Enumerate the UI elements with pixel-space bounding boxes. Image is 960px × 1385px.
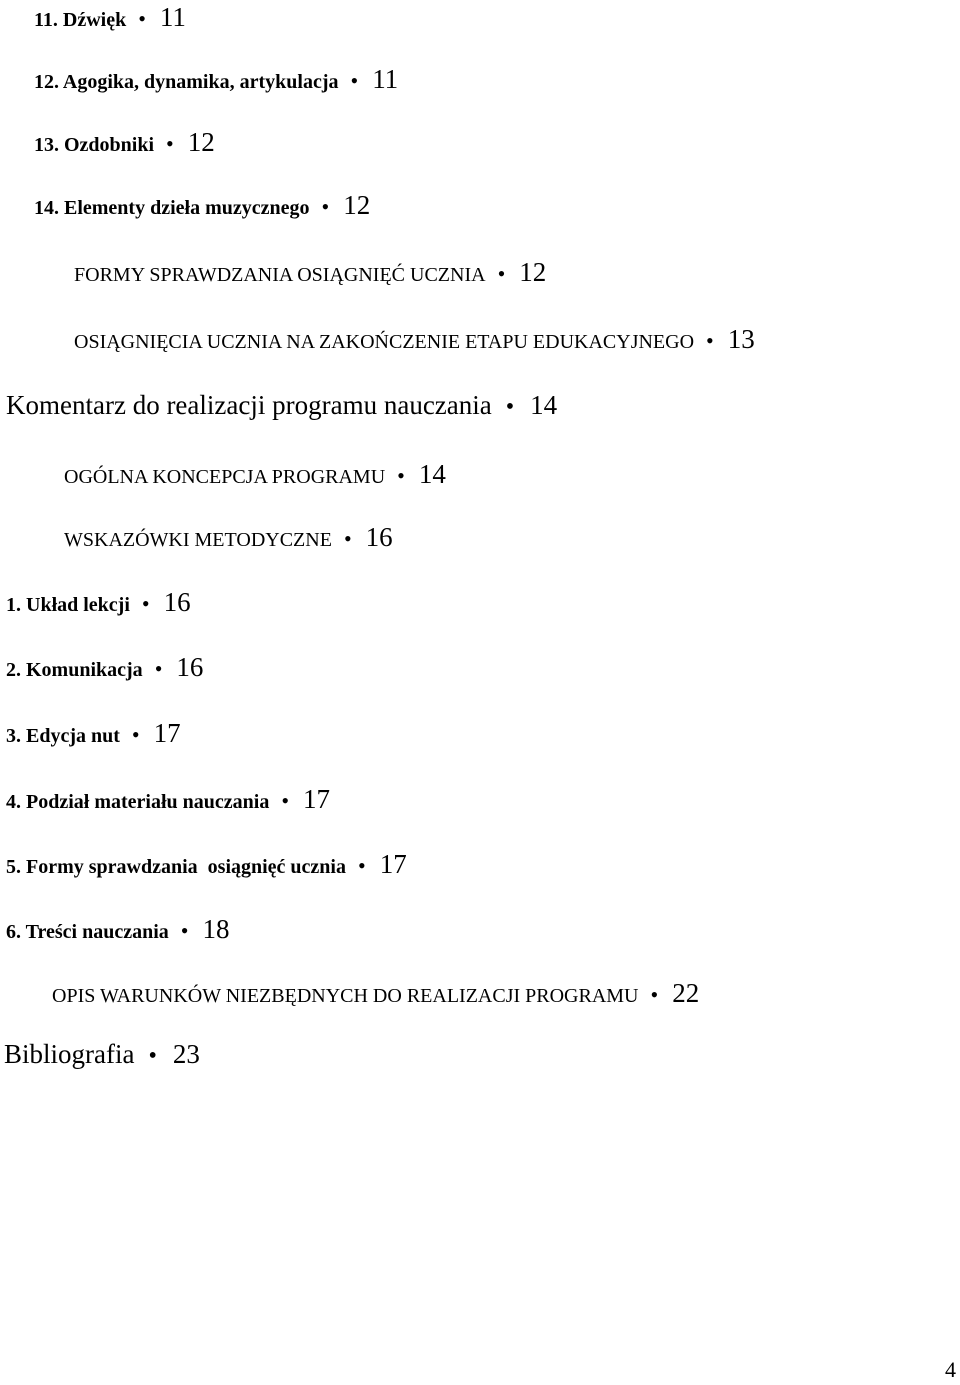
- toc-entry-page: 16: [176, 652, 204, 682]
- toc-entry-label: 3. Edycja nut: [6, 725, 120, 747]
- toc-entry: [6, 390, 557, 421]
- toc-bullet: •: [154, 656, 163, 681]
- toc-entry: [64, 459, 446, 490]
- toc-entry: [74, 257, 546, 288]
- toc-bullet: •: [141, 591, 150, 616]
- toc-entry-label: FORMY SPRAWDZANIA OSIĄGNIĘĆ UCZNIA: [74, 264, 486, 286]
- toc-entry: [64, 522, 393, 553]
- toc-entry: [34, 127, 215, 158]
- toc-entry-page: 14: [530, 390, 558, 420]
- toc-entry-page: 23: [172, 1039, 200, 1069]
- toc-entry: [6, 587, 191, 618]
- toc-entry-label: OGÓLNA KONCEPCJA PROGRAMU: [64, 466, 386, 488]
- toc-bullet: •: [343, 526, 352, 551]
- toc-entry: [6, 914, 230, 945]
- toc-entry-page: 22: [672, 978, 700, 1008]
- toc-bullet: •: [358, 853, 366, 878]
- toc-entry-page: 18: [202, 914, 230, 944]
- toc-bullet: •: [497, 261, 506, 286]
- toc-entry-page: 12: [187, 127, 215, 157]
- toc-entry-label: 11. Dźwięk: [34, 9, 127, 31]
- toc-bullet: •: [505, 394, 515, 420]
- toc-bullet: •: [350, 68, 359, 93]
- toc-entry: [52, 978, 699, 1009]
- toc-entry-page: 14: [418, 459, 446, 489]
- toc-entry-label: 12. Agogika, dynamika, artykulacja: [34, 71, 339, 93]
- toc-bullet: •: [281, 788, 290, 813]
- toc-bullet: •: [138, 6, 146, 31]
- toc-entry-label: 6. Treści nauczania: [6, 921, 169, 943]
- toc-entry-page: 16: [163, 587, 191, 617]
- toc-entry-label: 1. Układ lekcji: [6, 594, 130, 616]
- toc-entry-page: 13: [727, 324, 755, 354]
- toc-entry-label: WSKAZÓWKI METODYCZNE: [64, 529, 332, 551]
- toc-entry-label: 13. Ozdobniki: [34, 134, 155, 156]
- toc-entry: [34, 64, 398, 95]
- toc-entry: [34, 190, 370, 221]
- toc-entry-label: 4. Podział materiału nauczania: [6, 791, 270, 813]
- toc-bullet: •: [148, 1043, 157, 1069]
- toc-entry-page: 16: [365, 522, 393, 552]
- toc-entry-label: Komentarz do realizacji programu nauczania: [6, 390, 492, 420]
- toc-entry-label: 2. Komunikacja: [6, 659, 143, 681]
- toc-entry: [6, 652, 203, 683]
- toc-entry-page: 17: [303, 784, 331, 814]
- toc-entry-label: 5. Formy sprawdzania osiągnięć ucznia: [6, 856, 346, 878]
- page-number: 4: [945, 1357, 956, 1382]
- toc-bullet: •: [131, 722, 140, 747]
- toc-entry-label: OPIS WARUNKÓW NIEZBĘDNYCH DO REALIZACJI PROGRAMU: [52, 985, 639, 1007]
- toc-bullet: •: [706, 328, 714, 353]
- toc-entry-label: OSIĄGNIĘCIA UCZNIA NA ZAKOŃCZENIE ETAPU EDUKACYJNEGO: [74, 331, 695, 353]
- toc-entry: [74, 324, 755, 355]
- toc-entry-page: 11: [159, 2, 186, 32]
- toc-entry-page: 17: [153, 718, 181, 748]
- toc-bullet: •: [166, 131, 174, 156]
- toc-entry: [6, 784, 330, 815]
- toc-entry: [6, 849, 407, 880]
- toc-bullet: •: [180, 918, 189, 943]
- toc-entry-label: Bibliografia: [4, 1039, 135, 1069]
- toc-bullet: •: [650, 982, 659, 1007]
- toc-entry-page: 17: [379, 849, 407, 879]
- toc-entry: [4, 1039, 200, 1070]
- toc-bullet: •: [397, 463, 405, 488]
- toc-entry-label: 14. Elementy dzieła muzycznego: [34, 197, 310, 219]
- toc-entry: [34, 2, 186, 33]
- toc-entry-page: 12: [343, 190, 371, 220]
- toc-entry-page: 11: [372, 64, 399, 94]
- toc-bullet: •: [321, 194, 330, 219]
- toc-entry-page: 12: [519, 257, 547, 287]
- toc-entry: [6, 718, 181, 749]
